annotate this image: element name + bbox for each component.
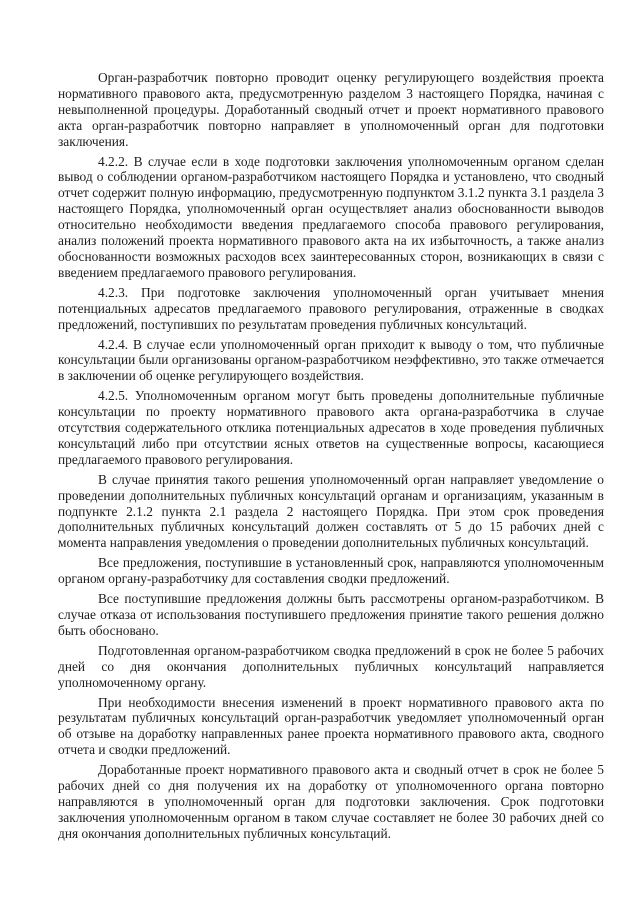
paragraph-4-2-2: 4.2.2. В случае если в ходе подготовки заключения уполномоченным органом сделан вывод о соблюдении органом-разработчиком настоящего Порядка и установлено, что сводный отчет содержит полную информацию, предусмотренную подпунктом 3.1.2 пункта 3.1 раздела 3 настоящего Порядка, уполномоченный орган осуществляет анализ обоснованности выводов относительно необходимости введения предлагаемого способа правового регулирования, анализ положений проекта нормативного правового акта на их избыточность, а также анализ обоснованности возможных расходов всех заинтересованных сторон, возникающих в связи с введением предлагаемого правового регулирования. [58,153,604,280]
paragraph-proposals-reviewed: Все поступившие предложения должны быть рассмотрены органом-разработчиком. В случае отказа от использования поступившего предложения принятие такого решения должно быть обосновано. [58,591,604,638]
paragraph-4-2-3: 4.2.3. При подготовке заключения уполномоченный орган учитывает мнения потенциальных адресатов предлагаемого правового регулирования, отраженные в сводках предложений, поступивших по результатам проведения публичных консультаций. [58,284,604,332]
paragraph-notification: В случае принятия такого решения уполномоченный орган направляет уведомление о проведении дополнительных публичных консультаций органам и организациям, указанным в подпункте 2.1.2 пункта 2.1 раздела 2 настоящего Порядка. При этом срок проведения дополнительных публичных консультаций должен составлять от 5 до 15 рабочих дней с момента направления уведомления о проведении дополнительных публичных консультаций. [58,471,604,551]
paragraph-4-2-4: 4.2.4. В случае если уполномоченный орган приходит к выводу о том, что публичные консультации были организованы органом-разработчиком неэффективно, это также отмечается в заключении об оценке регулирующего воздействия. [58,336,604,384]
paragraph-resubmission: Орган-разработчик повторно проводит оценку регулирующего воздействия проекта нормативного правового акта, предусмотренную разделом 3 настоящего Порядка, начиная с невыполненной процедуры. Доработанный сводный отчет и проект нормативного правового акта орган-разработчик повторно направляет в уполномоченный орган для подготовки заключения. [58,70,604,149]
paragraph-proposals-forwarded: Все предложения, поступившие в установленный срок, направляются уполномоченным органом органу-разработчику для составления сводки предложений. [58,555,604,587]
paragraph-revised-submission: Доработанные проект нормативного правового акта и сводный отчет в срок не более 5 рабочих дней со дня получения их на доработку от уполномоченного органа повторно направляются в уполномоченный орган для подготовки заключения. Срок подготовки заключения уполномоченным органом в таком случае составляет не более 30 рабочих дней со дня окончания дополнительных публичных консультаций. [58,762,604,841]
paragraph-amendments: При необходимости внесения изменений в проект нормативного правового акта по результатам публичных консультаций орган-разработчик уведомляет уполномоченный орган об отзыве на доработку направленных ранее проекта нормативного правового акта, сводного отчета и сводки предложений. [58,694,604,758]
paragraph-4-2-5: 4.2.5. Уполномоченным органом могут быть проведены дополнительные публичные консультации по проекту нормативного правового акта органа-разработчика в случае отсутствия содержательного отклика потенциальных адресатов в ходе проведения публичных консультаций либо при отсутствии ясных ответов на существенные вопросы, касающиеся предлагаемого правового регулирования. [58,388,604,467]
paragraph-summary-submission: Подготовленная органом-разработчиком сводка предложений в срок не более 5 рабочих дней со дня окончания дополнительных публичных консультаций направляется уполномоченному органу. [58,642,604,690]
